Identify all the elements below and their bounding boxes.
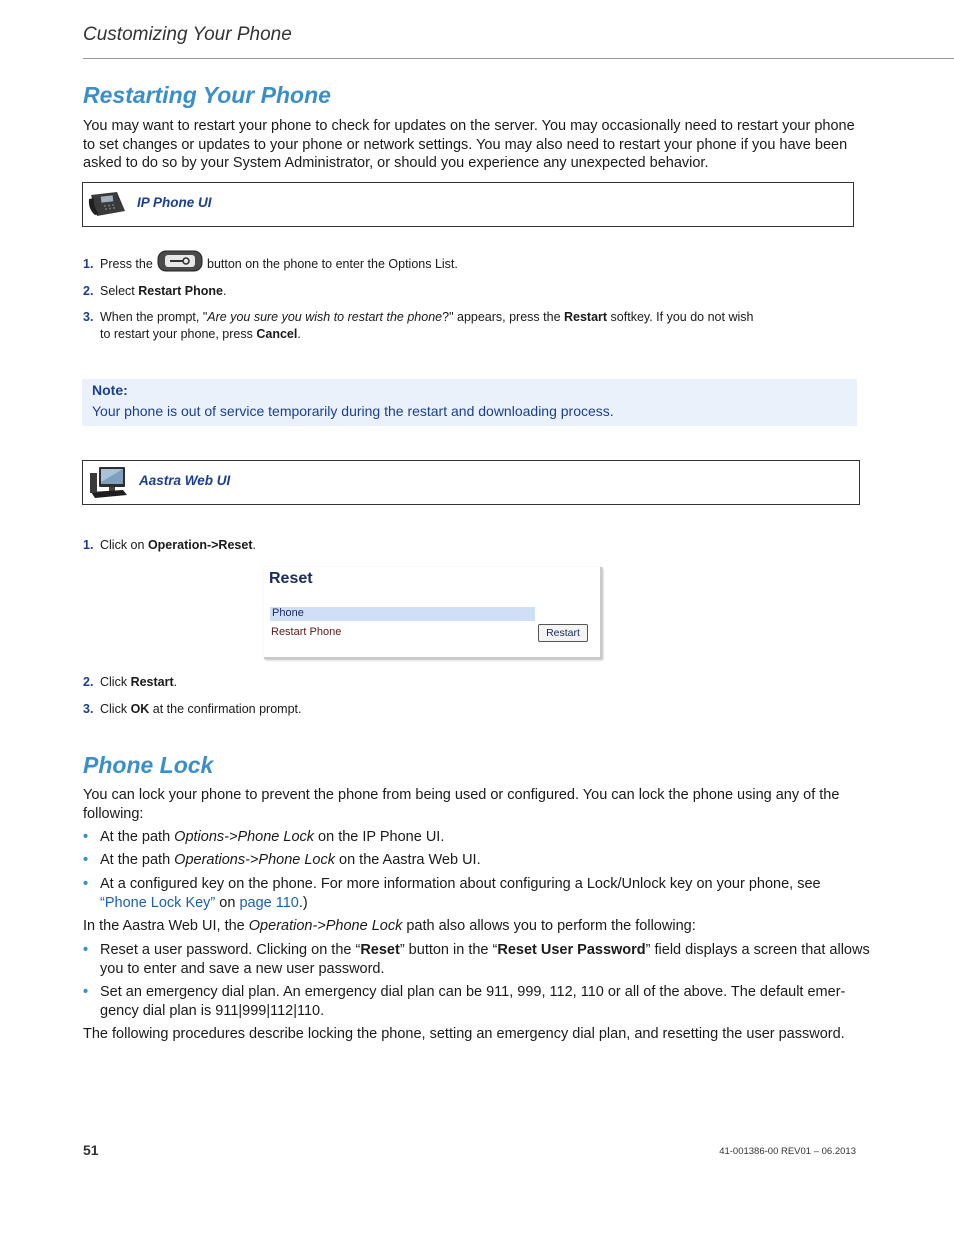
- bullet-dot: •: [83, 942, 89, 958]
- bullet-text: At a configured key on the phone. For more information about configuring a Lock/Unlock key on your phone, see: [100, 876, 821, 892]
- field-name-reset-user-password: Reset User Password: [497, 942, 646, 958]
- link-page-110[interactable]: page 110: [239, 895, 299, 911]
- step-text: softkey. If you do not wish: [607, 310, 754, 324]
- menu-path: Operation->Phone Lock: [248, 918, 403, 934]
- bullet-text: on the IP Phone UI.: [314, 829, 445, 845]
- bullet-text: ” button in the “: [399, 942, 498, 958]
- softkey-cancel: Cancel: [256, 327, 298, 341]
- step-text: .: [173, 675, 178, 689]
- web-step-1: [83, 537, 863, 555]
- desk-phone-icon: [87, 189, 127, 219]
- screenshot-row-label: Restart Phone: [271, 626, 342, 638]
- bullet-text: Reset a user password. Clicking on the “: [100, 942, 361, 958]
- step-text: Click: [100, 702, 131, 716]
- lock-intro: You can lock your phone to prevent the phone from being used or configured. You can lock the phone using any of the following:: [83, 787, 840, 822]
- screenshot-section-bar: [270, 607, 535, 621]
- bullet-dot: •: [83, 829, 89, 845]
- step-text: Click on: [100, 538, 148, 552]
- note-box: [82, 379, 857, 426]
- paragraph-text: In the Aastra Web UI, the: [83, 918, 249, 934]
- step-number: 1.: [83, 257, 94, 271]
- step-text: .: [297, 327, 301, 341]
- step-text: When the prompt, ": [100, 310, 208, 324]
- ip-phone-ui-box: [82, 182, 854, 227]
- step-text: button on the phone to enter the Options List.: [207, 257, 458, 271]
- bullet-dot: •: [83, 984, 89, 1000]
- step-text: to restart your phone, press: [100, 327, 257, 341]
- link-phone-lock-key[interactable]: “Phone Lock Key”: [100, 895, 216, 911]
- lock-bullet-3: [83, 875, 863, 913]
- button-name-restart: Restart: [130, 675, 174, 689]
- web-step-3: [83, 701, 863, 719]
- screenshot-section-label: Phone: [272, 607, 304, 619]
- lock-mid-paragraph: [83, 917, 859, 936]
- web-step-2: [83, 674, 863, 692]
- step-text: Click: [100, 675, 131, 689]
- bullet-text: .): [298, 895, 308, 911]
- ip-phone-ui-label: IP Phone UI: [137, 195, 212, 210]
- lock-bullet-reset: [83, 941, 870, 979]
- note-title: Note:: [92, 382, 128, 398]
- bullet-text: on the Aastra Web UI.: [334, 852, 481, 868]
- ip-step-3: [83, 309, 863, 345]
- lock-closing: The following procedures describe locking the phone, setting an emergency dial plan, and resetting the user password.: [83, 1026, 845, 1042]
- bullet-dot: •: [83, 852, 89, 868]
- step-text: .: [252, 538, 256, 552]
- step-text: Press the: [100, 257, 153, 271]
- document-reference: 41-001386-00 REV01 – 06.2013: [719, 1146, 856, 1157]
- page-number: 51: [83, 1142, 99, 1158]
- button-name-ok: OK: [130, 702, 150, 716]
- lock-bullet-1: [83, 828, 863, 847]
- bullet-text: At the path: [100, 852, 175, 868]
- restart-intro: You may want to restart your phone to check for updates on the server. You may occasionally need to restart your phone to set changes or updates to your phone or network settings. You may also need to restart your phone if you have been asked to do so by your System Administrator, or should you experience any unexpected behavior.: [83, 118, 855, 171]
- step-text: at the confirmation prompt.: [149, 702, 302, 716]
- button-name-reset: Reset: [360, 942, 400, 958]
- step-text: .: [222, 284, 227, 298]
- ip-step-2: [83, 283, 863, 301]
- screenshot-restart-button: Restart: [538, 624, 588, 642]
- prompt-text: Are you sure you wish to restart the phone: [207, 310, 443, 324]
- ip-step-1: [83, 256, 863, 274]
- section-title-restart: Restarting Your Phone: [83, 82, 331, 108]
- menu-option-restart-phone: Restart Phone: [138, 284, 223, 298]
- computer-monitor-icon: [89, 465, 129, 499]
- bullet-text: At the path: [100, 829, 175, 845]
- bullet-text: Set an emergency dial plan. An emergency dial plan can be 911, 999, 112, 110 or all of the above. The default emer-: [100, 984, 846, 1000]
- lock-bullet-2: [83, 851, 863, 870]
- step-number: 3.: [83, 310, 94, 324]
- menu-path-operation-reset: Operation->Reset: [147, 538, 253, 552]
- step-number: 1.: [83, 538, 94, 552]
- web-ui-label: Aastra Web UI: [139, 473, 231, 488]
- step-number: 2.: [83, 284, 94, 298]
- running-header: Customizing Your Phone: [83, 24, 292, 45]
- bullet-text: on: [215, 895, 240, 911]
- softkey-restart: Restart: [564, 310, 608, 324]
- menu-path: Options->Phone Lock: [174, 829, 315, 845]
- bullet-text: you to enter and save a new user password.: [100, 961, 385, 977]
- lock-bullet-dial-plan: [83, 983, 863, 1021]
- options-key-icon: [157, 250, 203, 272]
- bullet-text: gency dial plan is 911|999|112|110.: [100, 1003, 325, 1019]
- section-title-phone-lock: Phone Lock: [83, 752, 214, 778]
- header-rule: [83, 58, 954, 59]
- reset-screenshot: [264, 567, 602, 659]
- bullet-text: ” field displays a screen that allows: [645, 942, 870, 958]
- note-text: Your phone is out of service temporarily during the restart and downloading process.: [92, 403, 614, 419]
- web-ui-box: [82, 460, 860, 505]
- paragraph-text: path also allows you to perform the following:: [402, 918, 696, 934]
- step-text: Select: [100, 284, 139, 298]
- step-number: 2.: [83, 675, 94, 689]
- step-number: 3.: [83, 702, 94, 716]
- step-text: ?" appears, press the: [442, 310, 564, 324]
- screenshot-title: Reset: [269, 570, 313, 587]
- bullet-dot: •: [83, 876, 89, 892]
- menu-path: Operations->Phone Lock: [174, 852, 335, 868]
